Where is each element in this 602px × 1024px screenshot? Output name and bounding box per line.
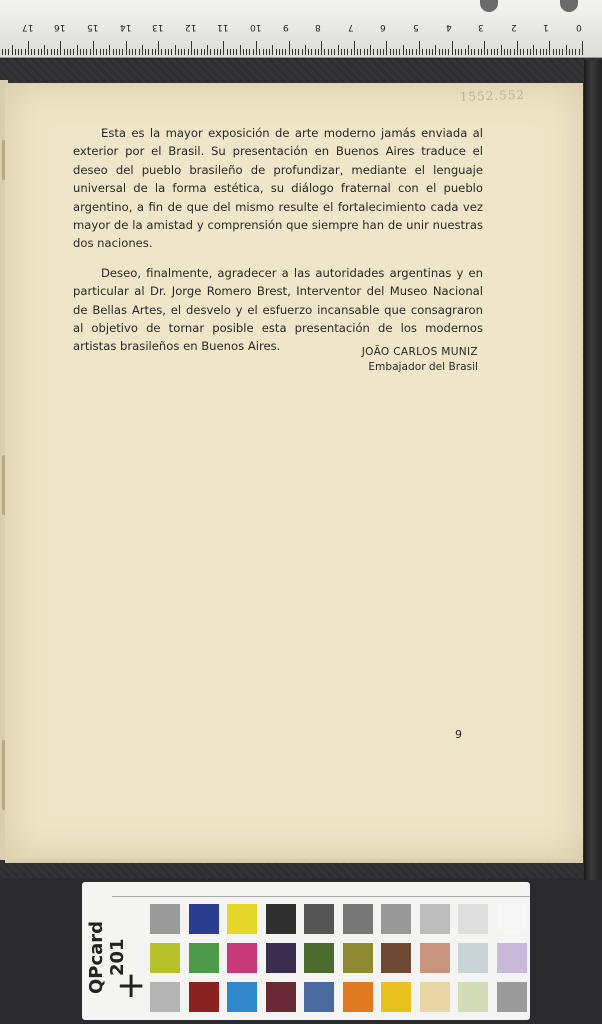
- ruler-tick: [197, 49, 198, 55]
- ruler-tick: [393, 49, 394, 55]
- ruler-tick: [132, 49, 133, 55]
- ruler-tick: [321, 41, 322, 55]
- ruler-tick: [51, 49, 52, 55]
- ruler-tick: [119, 49, 120, 55]
- ruler-tick: [73, 49, 74, 55]
- color-swatch: [189, 943, 219, 973]
- ruler-tick: [491, 49, 492, 55]
- ruler-tick: [510, 49, 511, 55]
- color-swatch: [150, 904, 180, 934]
- ruler-tick: [38, 49, 39, 55]
- ruler-tick: [70, 49, 71, 55]
- crosshair-icon: +: [116, 965, 147, 1006]
- ruler-tick: [279, 49, 280, 55]
- ruler-tick: [272, 45, 273, 55]
- color-swatch: [420, 904, 450, 934]
- ruler-tick: [240, 45, 241, 55]
- ruler-tick: [409, 49, 410, 55]
- ruler-tick: [100, 49, 101, 55]
- ruler-tick: [201, 49, 202, 55]
- ruler-tick: [64, 49, 65, 55]
- ruler-number: 3: [478, 22, 484, 32]
- ruler-tick: [484, 41, 485, 55]
- ruler-tick: [44, 45, 45, 55]
- ruler-tick: [263, 49, 264, 55]
- ruler-tick: [152, 49, 153, 55]
- ruler-tick: [383, 49, 384, 55]
- ruler-tick: [523, 49, 524, 55]
- color-swatch: [304, 904, 334, 934]
- ruler-tick: [142, 45, 143, 55]
- ruler-tick: [175, 45, 176, 55]
- ruler-number: 10: [250, 22, 262, 32]
- ruler-number: 9: [282, 22, 289, 32]
- page-number: 9: [455, 728, 462, 741]
- ruler-tick: [458, 49, 459, 55]
- ruler-number: 12: [184, 22, 197, 32]
- letter-body: [73, 124, 483, 367]
- ruler-tick: [210, 49, 211, 55]
- color-swatch: [266, 943, 296, 973]
- ruler-tick: [406, 49, 407, 55]
- ruler-tick: [77, 45, 78, 55]
- ruler-tick: [527, 49, 528, 55]
- ruler-tick: [334, 49, 335, 55]
- ruler-number: 16: [54, 22, 66, 32]
- ruler-tick: [324, 49, 325, 55]
- color-swatch: [381, 904, 411, 934]
- ruler-tick: [158, 41, 159, 55]
- ruler-tick: [536, 49, 537, 55]
- ruler-tick: [543, 49, 544, 55]
- ruler-tick: [161, 49, 162, 55]
- ruler-tick: [380, 49, 381, 55]
- ruler-number: 6: [380, 22, 387, 32]
- ruler-tick: [445, 49, 446, 55]
- color-swatch: [304, 982, 334, 1012]
- ruler-tick: [386, 41, 387, 55]
- ruler-tick: [373, 49, 374, 55]
- ruler-tick: [2, 49, 3, 55]
- ruler-number: 17: [21, 22, 34, 32]
- ruler-tick: [145, 49, 146, 55]
- signature-block: [330, 345, 478, 375]
- color-swatch: [266, 982, 296, 1012]
- ruler-tick: [494, 49, 495, 55]
- ruler-tick: [566, 45, 567, 55]
- ruler-tick: [572, 49, 573, 55]
- color-swatch: [227, 982, 257, 1012]
- ruler-number: 13: [152, 22, 164, 32]
- ruler-tick: [54, 49, 55, 55]
- ruler-tick: [432, 49, 433, 55]
- ruler-tick: [315, 49, 316, 55]
- ruler-tick: [347, 49, 348, 55]
- color-swatch: [497, 904, 527, 934]
- ruler-tick: [181, 49, 182, 55]
- ruler-tick: [507, 49, 508, 55]
- color-calibration-card: [82, 882, 530, 1020]
- ruler-tick: [341, 49, 342, 55]
- ruler-tick: [533, 45, 534, 55]
- ruler-tick: [5, 49, 6, 55]
- ruler-tick: [249, 49, 250, 55]
- ruler-tick: [426, 49, 427, 55]
- ruler-tick: [403, 45, 404, 55]
- ruler-tick: [28, 41, 29, 55]
- ruler-tick: [93, 41, 94, 55]
- ruler-tick: [390, 49, 391, 55]
- ruler-tick: [546, 49, 547, 55]
- ruler-tick: [266, 49, 267, 55]
- paragraph-1: Esta es la mayor exposición de arte moderno jamás enviada al exterior por el Brasil. Su presentación en Buenos Aires traduce el deseo del pueblo brasileño de profundizar, mediante el lenguaje universal de la forma estética, su diálogo fraternal con el pueblo argentino, a fin de que del mismo resulte el fortalecimiento cada vez mayor de la amistad y comprensión que siempre han de unir nuestras dos naciones.: [73, 126, 483, 251]
- color-swatch: [227, 904, 257, 934]
- ruler-tick: [109, 45, 110, 55]
- color-swatch: [381, 982, 411, 1012]
- ruler-tick: [468, 45, 469, 55]
- ruler-tick: [184, 49, 185, 55]
- ruler-tick: [253, 49, 254, 55]
- ruler-tick: [520, 49, 521, 55]
- ruler-tick: [243, 49, 244, 55]
- ruler-tick: [57, 49, 58, 55]
- ruler-tick: [135, 49, 136, 55]
- ruler-tick: [377, 49, 378, 55]
- ruler-tick: [318, 49, 319, 55]
- ruler-tick: [80, 49, 81, 55]
- ruler-tick: [351, 49, 352, 55]
- ruler-tick: [344, 49, 345, 55]
- ruler-tick: [223, 41, 224, 55]
- ruler-tick: [8, 49, 9, 55]
- ruler-tick: [422, 49, 423, 55]
- ruler-tick: [569, 49, 570, 55]
- color-swatch: [458, 904, 488, 934]
- ruler-tick: [47, 49, 48, 55]
- ruler-tick: [338, 45, 339, 55]
- ruler-tick: [103, 49, 104, 55]
- ruler-tick: [579, 49, 580, 55]
- ruler-tick: [487, 49, 488, 55]
- ruler-tick: [246, 49, 247, 55]
- ruler-tick: [60, 41, 61, 55]
- signature-name: JOÃO CARLOS MUNIZ: [361, 346, 478, 358]
- ruler-tick: [139, 49, 140, 55]
- ruler-tick: [575, 49, 576, 55]
- ruler-tick: [230, 49, 231, 55]
- color-swatch: [304, 943, 334, 973]
- color-swatch: [343, 904, 373, 934]
- ruler-number: 15: [87, 22, 99, 32]
- ruler-tick: [276, 49, 277, 55]
- ruler-tick: [419, 41, 420, 55]
- ruler-number: 2: [510, 22, 517, 32]
- color-swatch: [497, 943, 527, 973]
- ruler-number: 14: [119, 22, 132, 32]
- ruler-tick: [357, 49, 358, 55]
- ruler-tick: [439, 49, 440, 55]
- ruler-tick: [416, 49, 417, 55]
- ruler-tick: [399, 49, 400, 55]
- ruler-tick: [25, 49, 26, 55]
- ruler-tick: [396, 49, 397, 55]
- ruler-tick: [305, 45, 306, 55]
- ruler-tick: [308, 49, 309, 55]
- color-swatch: [150, 943, 180, 973]
- ruler-tick: [178, 49, 179, 55]
- ruler-tick: [214, 49, 215, 55]
- ruler-tick: [582, 41, 583, 55]
- color-swatch: [189, 982, 219, 1012]
- ruler-hole: [480, 0, 498, 12]
- color-swatch: [458, 943, 488, 973]
- ruler-tick: [559, 49, 560, 55]
- ruler-tick: [370, 45, 371, 55]
- ruler-tick: [481, 49, 482, 55]
- ruler-tick: [471, 49, 472, 55]
- ruler-tick: [285, 49, 286, 55]
- ruler-tick: [168, 49, 169, 55]
- ruler-tick: [553, 49, 554, 55]
- ruler-tick: [269, 49, 270, 55]
- color-swatch: [458, 982, 488, 1012]
- color-swatch: [343, 943, 373, 973]
- ruler-tick: [311, 49, 312, 55]
- ruler-tick: [461, 49, 462, 55]
- ruler-tick: [165, 49, 166, 55]
- ruler-tick: [474, 49, 475, 55]
- ruler-tick: [556, 49, 557, 55]
- ruler-tick: [12, 45, 13, 55]
- ruler-tick: [34, 49, 35, 55]
- ruler-tick: [442, 49, 443, 55]
- ruler-tick: [129, 49, 130, 55]
- measuring-ruler: [0, 0, 602, 58]
- color-swatch: [497, 982, 527, 1012]
- ruler-tick: [331, 49, 332, 55]
- ruler-tick: [452, 41, 453, 55]
- color-swatch: [420, 943, 450, 973]
- ruler-tick: [83, 49, 84, 55]
- ruler-tick: [465, 49, 466, 55]
- ruler-number: 5: [413, 22, 419, 32]
- ruler-tick: [194, 49, 195, 55]
- ruler-tick: [435, 45, 436, 55]
- ruler-tick: [256, 41, 257, 55]
- ruler-number: 0: [576, 22, 582, 32]
- ruler-number: 7: [347, 22, 354, 32]
- ruler-tick: [514, 49, 515, 55]
- ruler-tick: [86, 49, 87, 55]
- ruler-tick: [295, 49, 296, 55]
- ruler-tick: [122, 49, 123, 55]
- ruler-tick: [540, 49, 541, 55]
- ruler-tick: [148, 49, 149, 55]
- ruler-tick: [354, 41, 355, 55]
- ruler-tick: [530, 49, 531, 55]
- ruler-tick: [106, 49, 107, 55]
- ruler-tick: [412, 49, 413, 55]
- ruler-tick: [236, 49, 237, 55]
- color-swatch: [381, 943, 411, 973]
- ruler-tick: [302, 49, 303, 55]
- ruler-tick: [367, 49, 368, 55]
- ruler-tick: [298, 49, 299, 55]
- color-swatch: [227, 943, 257, 973]
- ruler-tick: [116, 49, 117, 55]
- color-swatch: [343, 982, 373, 1012]
- ruler-tick: [18, 49, 19, 55]
- ruler-tick: [204, 49, 205, 55]
- ruler-tick: [126, 41, 127, 55]
- ruler-tick: [21, 49, 22, 55]
- ruler-tick: [429, 49, 430, 55]
- ruler-tick: [220, 49, 221, 55]
- ruler-tick: [364, 49, 365, 55]
- ruler-tick: [31, 49, 32, 55]
- ruler-tick: [501, 45, 502, 55]
- card-brand-label: QPcard 201: [86, 920, 128, 994]
- ruler-tick: [497, 49, 498, 55]
- ruler-tick: [233, 49, 234, 55]
- ruler-tick: [15, 49, 16, 55]
- ruler-tick: [191, 41, 192, 55]
- ruler-tick: [282, 49, 283, 55]
- ruler-tick: [155, 49, 156, 55]
- ruler-tick: [207, 45, 208, 55]
- color-swatch: [189, 904, 219, 934]
- ruler-tick: [217, 49, 218, 55]
- pencil-annotation: 1552.552: [459, 87, 526, 104]
- ruler-number: 11: [217, 22, 229, 32]
- signature-title: Embajador del Brasil: [368, 361, 478, 373]
- ruler-number: 1: [543, 22, 550, 32]
- ruler-tick: [292, 49, 293, 55]
- ruler-tick: [455, 49, 456, 55]
- ruler-tick: [549, 41, 550, 55]
- ruler-number: 4: [445, 22, 452, 32]
- ruler-tick: [67, 49, 68, 55]
- scan-edge-strip: [584, 60, 602, 880]
- color-swatch: [150, 982, 180, 1012]
- ruler-tick: [113, 49, 114, 55]
- ruler-tick: [562, 49, 563, 55]
- ruler-tick: [171, 49, 172, 55]
- ruler-tick: [96, 49, 97, 55]
- ruler-tick: [517, 41, 518, 55]
- ruler-tick: [90, 49, 91, 55]
- ruler-tick: [328, 49, 329, 55]
- color-swatch: [266, 904, 296, 934]
- color-swatch: [420, 982, 450, 1012]
- ruler-tick: [289, 41, 290, 55]
- card-scale: [112, 882, 530, 897]
- ruler-tick: [259, 49, 260, 55]
- ruler-tick: [504, 49, 505, 55]
- ruler-tick: [448, 49, 449, 55]
- ruler-hole: [560, 0, 578, 12]
- ruler-tick: [41, 49, 42, 55]
- ruler-tick: [360, 49, 361, 55]
- paragraph-2: Deseo, finalmente, agradecer a las autoridades argentinas y en particular al Dr. Jorge Romero Brest, Interventor del Museo Nacional de Bellas Artes, el desvelo y el esfuerzo incansable que consagraron al objetivo de tornar posible esta presentación de los modernos artistas brasileños en Buenos Aires.: [73, 265, 483, 354]
- ruler-tick: [188, 49, 189, 55]
- ruler-number: 8: [315, 22, 321, 32]
- ruler-tick: [227, 49, 228, 55]
- ruler-tick: [478, 49, 479, 55]
